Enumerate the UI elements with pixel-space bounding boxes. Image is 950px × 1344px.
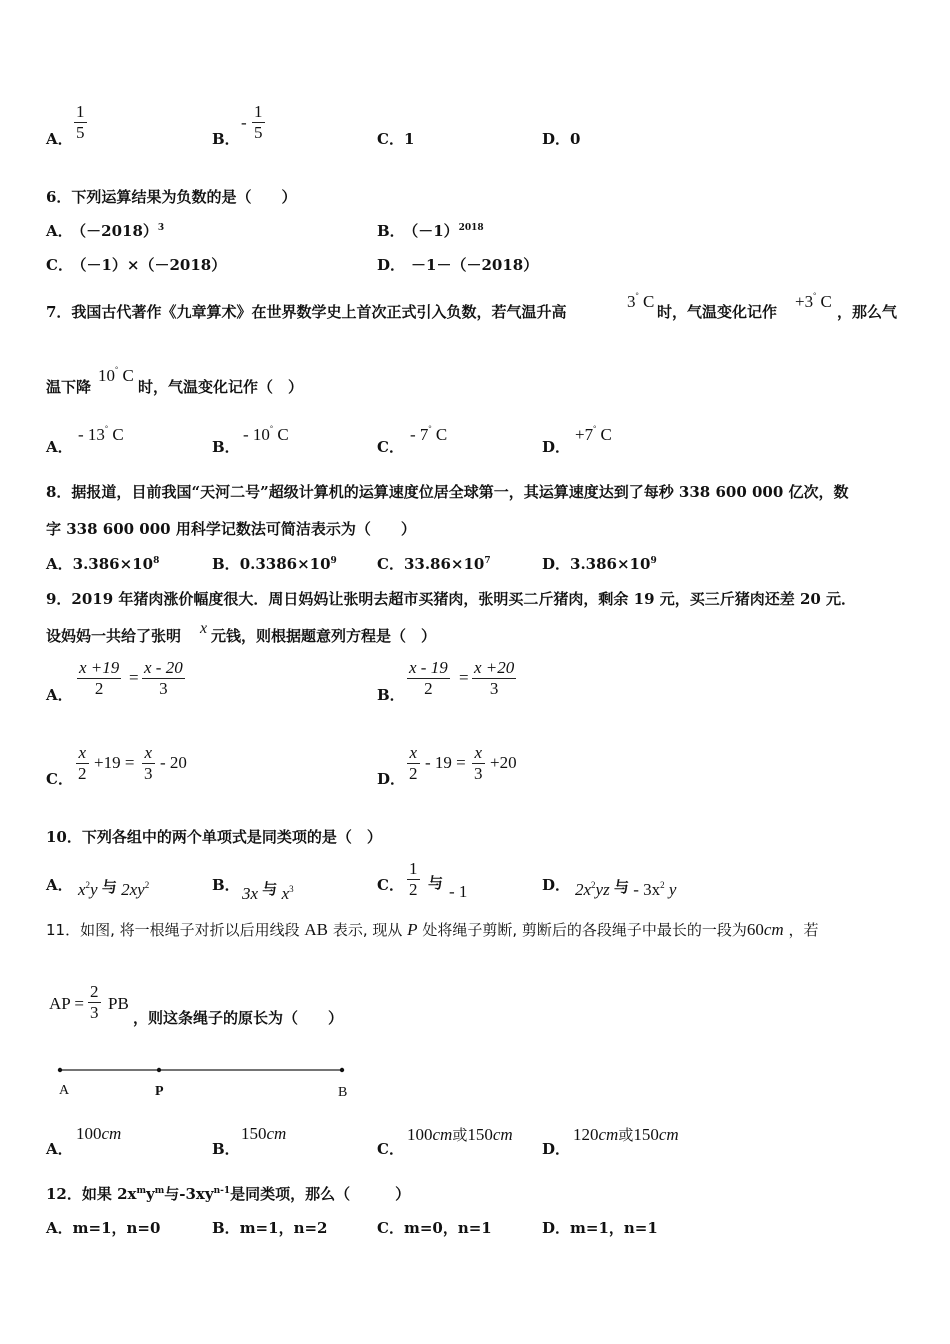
- q11-c-unit1: cm: [432, 1125, 453, 1144]
- degree-icon: °: [428, 424, 432, 433]
- q8-stem-line2: 字 338 600 000 用科学记数法可简洁表示为（ ）: [46, 520, 416, 538]
- q10-b-left: 3x: [242, 884, 259, 903]
- q11-length: 60: [746, 920, 764, 939]
- q7-a-unit: C: [112, 425, 124, 444]
- q7-temp3: [98, 365, 134, 386]
- q7-option-b: [243, 424, 289, 445]
- q8-option-d: [542, 553, 657, 574]
- q12-b-label: B．: [212, 1219, 240, 1237]
- q11-eq-num: 2: [90, 982, 99, 1001]
- q12-option-c: [377, 1217, 492, 1238]
- q7-c-label: C．: [377, 438, 404, 456]
- q9-c-num1: x: [78, 743, 87, 762]
- q10-a-label: A．: [46, 876, 73, 894]
- q11-d-unit1: cm: [598, 1125, 619, 1144]
- q8-c-text: 33.86×10: [403, 555, 485, 573]
- q11-c-value1: 100: [407, 1125, 433, 1144]
- q8-b-exponent: 9: [330, 556, 337, 566]
- q10-a-right: 2xy: [121, 880, 145, 899]
- q11-d-value1: 120: [573, 1125, 599, 1144]
- q5-a-denominator: 5: [76, 123, 85, 142]
- q10-c-fraction: [407, 859, 420, 900]
- q11-point: P: [407, 920, 418, 939]
- q7-temp1-unit: C: [642, 292, 655, 311]
- q5-option-b-label: B．: [212, 130, 240, 148]
- q5-option-c: [377, 128, 414, 149]
- q11-line1-b: 表示, 现从: [332, 921, 403, 939]
- q9-stem-line2-a: 设妈妈一共给了张明: [46, 627, 182, 645]
- q12-part1: 12．如果 2x: [46, 1185, 137, 1203]
- q8-c-label: C．: [377, 555, 404, 573]
- q5-option-d: [542, 128, 580, 149]
- q9-d-num1: x: [409, 743, 418, 762]
- q7-d-label: D．: [542, 438, 571, 456]
- q10-c-right: - 1: [449, 882, 468, 901]
- q7-d-unit: C: [600, 425, 612, 444]
- q10-c-den: 2: [409, 880, 418, 899]
- q9-d-label: D．: [377, 770, 406, 788]
- q10-d-left: 2x: [575, 880, 592, 899]
- q6-option-b: [377, 220, 484, 241]
- q8-a-exponent: 8: [153, 556, 160, 566]
- q9-a-den1: 2: [77, 678, 121, 699]
- q10-c-and: 与: [428, 874, 444, 892]
- q12-c-text: m=0，n=1: [403, 1219, 492, 1237]
- q10-b-right-exp: 3: [289, 884, 294, 894]
- q12-exp1: m: [136, 1186, 147, 1196]
- q10-d-and: 与: [613, 878, 629, 896]
- q7-b-label: B．: [212, 438, 240, 456]
- q11-label-b: B: [338, 1085, 348, 1100]
- q10-option-a: [78, 876, 149, 900]
- q11-eq-den: 3: [90, 1003, 99, 1022]
- q7-temp2: [795, 291, 832, 312]
- q9-b-fraction2: [472, 658, 516, 699]
- q11-option-b: [241, 1124, 286, 1144]
- q8-option-c: [377, 553, 491, 574]
- q11-stem-line2: ，则这条绳子的原长为（ ）: [133, 1009, 344, 1027]
- q10-a-left: x: [78, 880, 86, 899]
- q11-d-unit2: cm: [658, 1125, 679, 1144]
- q9-c-label: C．: [46, 770, 73, 788]
- q7-temp3-value: 10: [98, 366, 115, 385]
- q11-c-value2: 150: [467, 1125, 493, 1144]
- q9-c-den2: 3: [144, 764, 153, 783]
- q10-a-and: 与: [101, 878, 117, 896]
- q10-stem: 10．下列各组中的两个单项式是同类项的是（ ）: [46, 828, 382, 846]
- q6-c-label: C．: [46, 256, 73, 274]
- q5-b-numerator: 1: [254, 102, 263, 121]
- point-a-dot: [58, 1068, 62, 1072]
- q9-c-tail: - 20: [160, 753, 187, 772]
- q8-b-label: B．: [212, 555, 240, 573]
- q8-option-b: [212, 553, 337, 574]
- q10-d-left-exp: 2: [591, 880, 596, 890]
- q11-segment: AB: [304, 920, 329, 939]
- q12-exp3: n-1: [213, 1186, 231, 1196]
- q9-a-fraction2: [142, 658, 185, 699]
- q8-a-label: A．: [46, 555, 73, 573]
- q10-d-left-tail: yz: [595, 880, 610, 899]
- q12-option-a: [46, 1217, 160, 1238]
- q12-exp2: m: [154, 1186, 165, 1196]
- q11-stem-line1: [46, 919, 818, 940]
- degree-icon: °: [115, 365, 119, 374]
- q10-d-right-tail: y: [668, 880, 677, 899]
- point-p-dot: [157, 1068, 161, 1072]
- q11-d-value2: 150: [633, 1125, 659, 1144]
- q6-b-exponent: 2018: [458, 223, 484, 233]
- degree-icon: °: [104, 424, 109, 433]
- q7-stem-line2-b: 时，气温变化记作（ ）: [138, 378, 304, 396]
- q6-a-text: （－2018）: [78, 222, 158, 240]
- q10-a-right-exp: 2: [144, 880, 150, 890]
- q10-option-b: [242, 878, 294, 904]
- q11-label-p: P: [155, 1084, 164, 1099]
- q7-option-a: [78, 424, 124, 445]
- q10-b-right: x: [281, 884, 290, 903]
- q11-eq-left: AP =: [49, 994, 84, 1013]
- q5-option-a-fraction: [74, 102, 87, 143]
- q7-d-value: +7: [575, 425, 594, 444]
- q9-stem-line1: 9．2019 年猪肉涨价幅度很大．周日妈妈让张明去超市买猪肉，张明买二斤猪肉，剩余 19 元，买三斤猪肉还差 20 元．: [46, 590, 857, 608]
- q9-b-equals: =: [459, 668, 469, 687]
- q9-b-label: B．: [377, 686, 405, 704]
- q9-variable: x: [200, 620, 208, 637]
- q12-a-label: A．: [46, 1219, 73, 1237]
- q9-d-tail: +20: [490, 753, 517, 772]
- q9-b-num1: x - 19: [409, 658, 448, 677]
- q9-c-fraction2: [142, 743, 155, 784]
- q10-c-label: C．: [377, 876, 404, 894]
- q12-d-label: D．: [542, 1219, 571, 1237]
- q12-stem: [46, 1183, 410, 1204]
- q10-option-d: [575, 876, 676, 900]
- q8-option-a: [46, 553, 159, 574]
- q8-c-exponent: 7: [484, 556, 491, 566]
- q11-line1-c: 处将绳子剪断, 剪断后的各段绳子中最长的一段为: [422, 921, 747, 939]
- q7-b-value: - 10: [243, 425, 270, 444]
- q12-c-label: C．: [377, 1219, 404, 1237]
- q9-a-num1: x +19: [79, 658, 120, 677]
- q9-a-equals: =: [129, 668, 139, 687]
- q5-c-value: 1: [403, 130, 415, 148]
- q12-part2: y: [146, 1185, 155, 1203]
- q11-a-value: 100: [76, 1124, 102, 1143]
- q10-d-label: D．: [542, 876, 571, 894]
- q6-a-exponent: 3: [157, 223, 165, 233]
- degree-icon: °: [593, 424, 597, 433]
- q5-b-sign: -: [241, 113, 247, 132]
- degree-icon: °: [813, 291, 817, 300]
- q9-c-fraction1: [76, 743, 89, 784]
- q12-d-text: m=1，n=1: [570, 1219, 658, 1237]
- q11-label-a: A: [59, 1083, 70, 1098]
- q8-stem-line1: 8．据报道，目前我国“天河二号”超级计算机的运算速度位居全球第一，其运算速度达到了每秒 338 600 000 亿次，数: [46, 483, 849, 501]
- q9-a-label: A．: [46, 686, 73, 704]
- q6-d-text: －1－（－2018）: [411, 256, 539, 274]
- q6-b-label: B．: [377, 222, 405, 240]
- q9-c-num2: x: [144, 743, 153, 762]
- q10-c-num: 1: [409, 859, 418, 878]
- q7-a-label: A．: [46, 438, 73, 456]
- q7-temp1-value: 3: [627, 292, 636, 311]
- q7-temp1: [627, 291, 654, 312]
- q9-d-fraction1: [407, 743, 420, 784]
- q11-d-label: D．: [542, 1140, 571, 1158]
- q5-b-denominator: 5: [254, 123, 263, 142]
- q11-c-label: C．: [377, 1140, 404, 1158]
- q11-eq-fraction: [88, 982, 101, 1023]
- q11-c-unit2: cm: [492, 1125, 513, 1144]
- q11-a-label: A．: [46, 1140, 73, 1158]
- q10-b-label: B．: [212, 876, 240, 894]
- q12-b-text: m=1，n=2: [239, 1219, 328, 1237]
- q9-b-fraction1: [407, 658, 450, 699]
- q7-stem-line1-b: 时，气温变化记作: [657, 303, 778, 321]
- q11-b-unit: cm: [266, 1124, 287, 1143]
- q9-stem-line2-b: 元钱，则根据题意列方程是（ ）: [211, 627, 437, 645]
- q12-option-b: [212, 1217, 327, 1238]
- q6-c-text: （－1）×（－2018）: [78, 256, 227, 274]
- q9-a-num2: x - 20: [144, 658, 183, 677]
- q9-d-num2: x: [474, 743, 483, 762]
- q6-a-label: A．: [46, 222, 73, 240]
- q11-eq-right: PB: [108, 994, 129, 1013]
- q6-b-text: （－1）: [410, 222, 459, 240]
- q8-d-exponent: 9: [650, 556, 657, 566]
- q9-d-den1: 2: [409, 764, 418, 783]
- q11-c-or: 或: [452, 1126, 468, 1144]
- q5-d-value: 0: [570, 130, 581, 148]
- q10-d-right-exp: 2: [660, 880, 665, 890]
- q9-b-num2: x +20: [474, 658, 515, 677]
- q5-option-a-label: A．: [46, 130, 73, 148]
- q7-temp3-unit: C: [122, 366, 134, 385]
- q9-d-fraction2: [472, 743, 485, 784]
- q11-b-label: B．: [212, 1140, 240, 1158]
- q11-length-unit: cm: [763, 920, 784, 939]
- q6-d-label: D．: [377, 256, 406, 274]
- q8-d-text: 3.386×10: [570, 555, 651, 573]
- q9-b-den2: 3: [472, 678, 516, 699]
- q7-c-value: - 7: [410, 425, 429, 444]
- q9-c-middle: +19 =: [94, 753, 135, 772]
- q7-stem-line1-c: ，那么气: [837, 303, 898, 321]
- q11-option-a: [76, 1124, 121, 1144]
- q11-option-c: [407, 1124, 513, 1145]
- q10-a-left-exp: 2: [85, 880, 91, 890]
- q9-b-den1: 2: [407, 678, 450, 699]
- q11-option-d: [573, 1124, 679, 1145]
- q11-segment-diagram: [50, 1060, 360, 1110]
- q8-d-label: D．: [542, 555, 571, 573]
- q10-b-and: 与: [262, 880, 278, 898]
- q12-part3: 与-3xy: [164, 1185, 214, 1203]
- q5-option-b-fraction: [252, 102, 265, 143]
- q6-stem: 6．下列运算结果为负数的是（ ）: [46, 188, 297, 206]
- q5-a-numerator: 1: [76, 102, 85, 121]
- q11-a-unit: cm: [101, 1124, 122, 1143]
- q7-stem-line2-a: 温下降: [46, 378, 92, 396]
- q7-temp2-unit: C: [820, 292, 832, 311]
- q7-option-d: [575, 424, 612, 445]
- q11-d-or: 或: [618, 1126, 634, 1144]
- q10-d-right: - 3x: [633, 880, 661, 899]
- degree-icon: °: [635, 291, 639, 300]
- q5-d-label: D．: [542, 130, 571, 148]
- q7-temp2-value: +3: [795, 292, 814, 311]
- q8-a-text: 3.386×10: [72, 555, 154, 573]
- degree-icon: °: [269, 424, 274, 433]
- q6-option-d: [377, 254, 538, 275]
- point-b-dot: [340, 1068, 344, 1072]
- q7-a-value: - 13: [78, 425, 105, 444]
- q11-line1-d: ，若: [788, 921, 819, 939]
- q9-c-den1: 2: [78, 764, 87, 783]
- q7-c-unit: C: [435, 425, 448, 444]
- q12-option-d: [542, 1217, 658, 1238]
- q7-option-c: [410, 424, 447, 445]
- q5-c-label: C．: [377, 130, 404, 148]
- q6-option-a: [46, 220, 164, 241]
- q11-line1-a: 11．如图, 将一根绳子对折以后用线段: [46, 921, 300, 939]
- q9-d-den2: 3: [474, 764, 483, 783]
- q11-b-value: 150: [241, 1124, 267, 1143]
- q12-a-text: m=1，n=0: [72, 1219, 161, 1237]
- q10-a-left-tail: y: [90, 880, 98, 899]
- q9-d-middle: - 19 =: [425, 753, 466, 772]
- q7-stem-line1-a: 7．我国古代著作《九章算术》在世界数学史上首次正式引入负数，若气温升高: [46, 303, 567, 321]
- q6-option-c: [46, 254, 226, 275]
- q7-b-unit: C: [277, 425, 289, 444]
- q9-a-den2: 3: [142, 678, 185, 699]
- q8-b-text: 0.3386×10: [239, 555, 331, 573]
- q9-a-fraction1: [77, 658, 121, 699]
- q12-part4: 是同类项，那么（ ）: [230, 1185, 411, 1203]
